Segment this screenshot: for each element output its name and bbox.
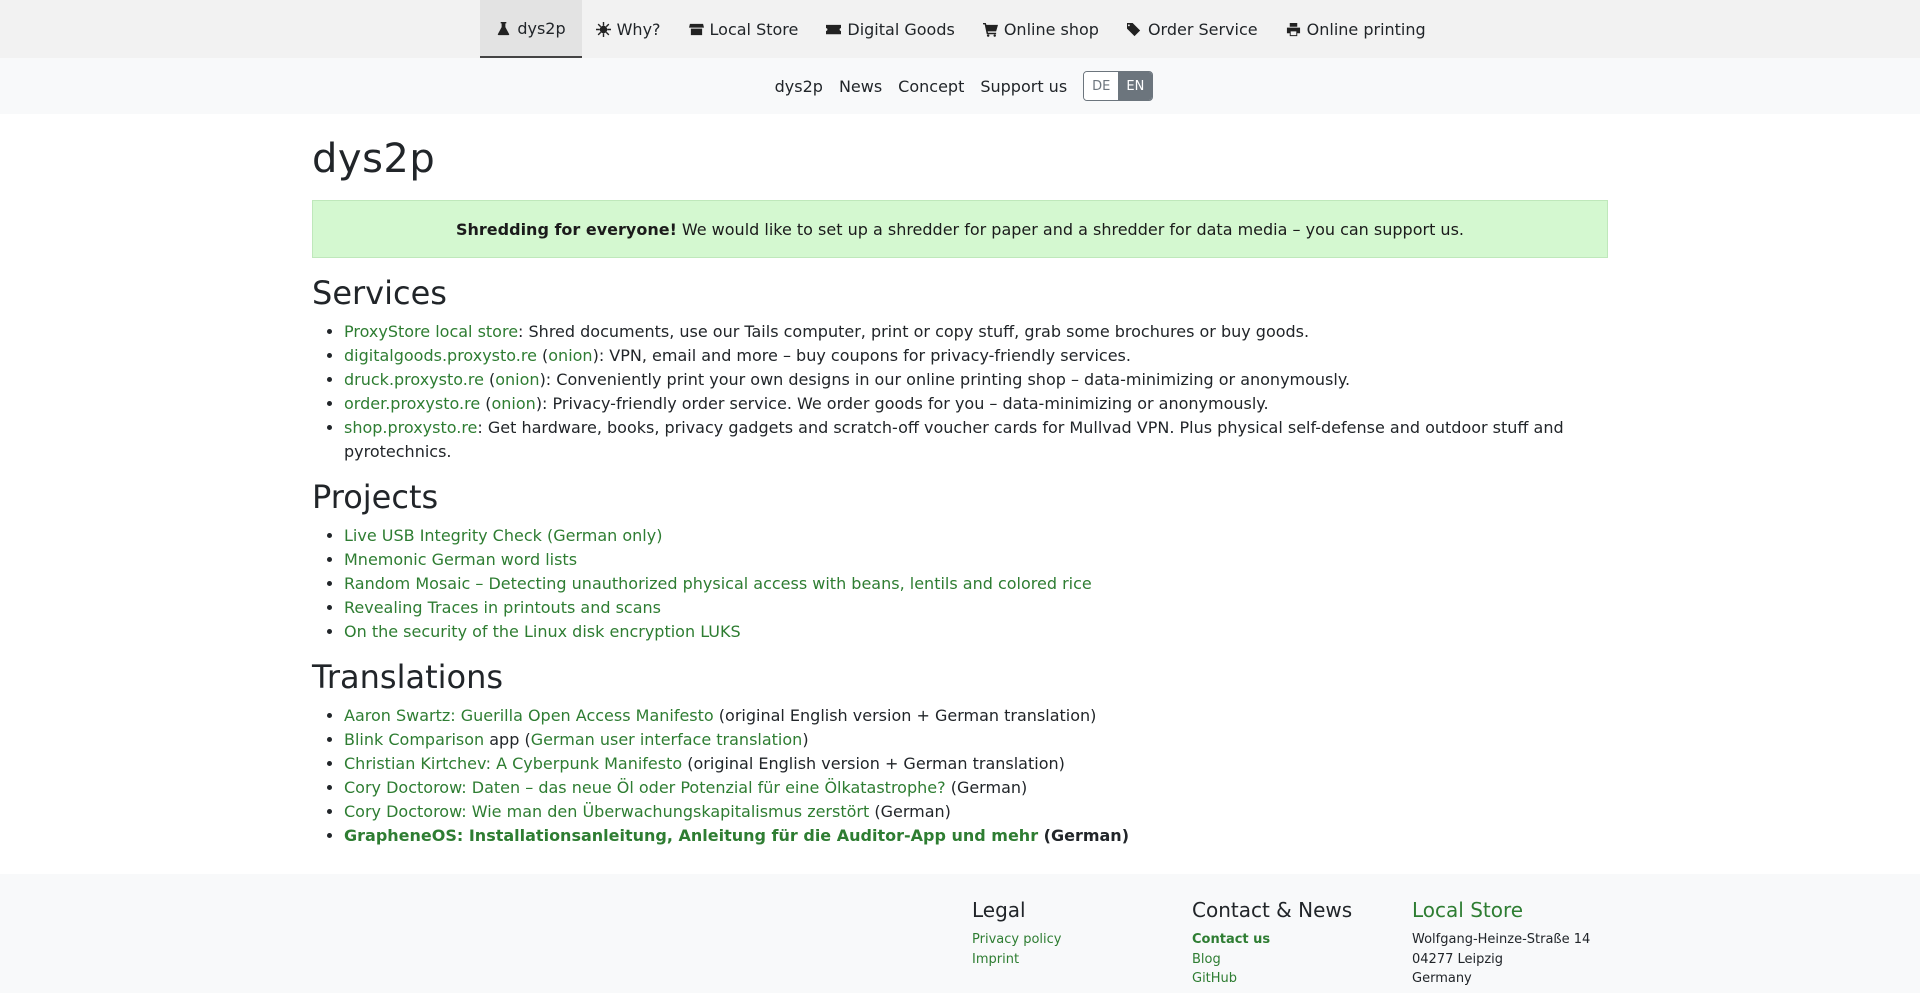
topnav-order-service[interactable] xyxy=(1113,0,1272,58)
topnav-label: Online shop xyxy=(1003,19,1099,39)
virus-icon xyxy=(596,22,611,37)
lang-de-button[interactable]: DE xyxy=(1084,72,1118,100)
support-alert xyxy=(312,200,1608,258)
footer-legal-heading: Legal xyxy=(972,898,1026,922)
alert-bold: Shredding for everyone! xyxy=(456,219,677,239)
list-item xyxy=(344,344,1608,368)
paren-open: ( xyxy=(480,394,492,413)
service-link[interactable]: digitalgoods.proxysto.re xyxy=(344,346,537,365)
top-navbar xyxy=(0,0,1920,58)
service-desc: ): Conveniently print your own designs in our online printing shop – data-minimizing or anonymously. xyxy=(539,370,1351,389)
translation-note: (German) xyxy=(945,778,1028,797)
subnav-concept[interactable]: Concept xyxy=(898,76,965,96)
subnav-news[interactable]: News xyxy=(838,76,883,96)
github-link[interactable]: GitHub xyxy=(1192,971,1238,986)
topnav-why[interactable] xyxy=(582,0,675,58)
topnav-online-printing[interactable] xyxy=(1272,0,1440,58)
paren-close: ) xyxy=(802,730,809,749)
topnav-label: Local Store xyxy=(709,19,799,39)
list-item xyxy=(344,704,1608,728)
project-link[interactable]: Random Mosaic – Detecting unauthorized physical access with beans, lentils and colored rice xyxy=(344,574,1092,593)
language-switcher xyxy=(1083,71,1153,101)
main-content xyxy=(312,114,1608,848)
topnav-dys2p[interactable] xyxy=(480,0,581,58)
tags-icon xyxy=(1127,22,1142,37)
services-heading: Services xyxy=(312,274,447,312)
list-item xyxy=(344,368,1608,392)
store-address-country: Germany xyxy=(1412,971,1472,986)
onion-link[interactable]: onion xyxy=(495,370,540,389)
blog-link[interactable]: Blog xyxy=(1192,951,1221,967)
list-item xyxy=(344,320,1608,344)
store-icon xyxy=(689,22,704,37)
paren-open: ( xyxy=(536,346,549,365)
translation-link[interactable]: Christian Kirtchev: A Cyberpunk Manifesto xyxy=(344,754,683,773)
footer xyxy=(0,874,1920,993)
services-list xyxy=(312,320,1608,464)
ticket-icon xyxy=(826,22,841,37)
subnav-support-us[interactable]: Support us xyxy=(980,76,1068,96)
translation-note: (original English version + German translation) xyxy=(682,754,1065,773)
list-item xyxy=(344,416,1608,464)
topnav-label: Digital Goods xyxy=(847,19,955,39)
project-link[interactable]: Live USB Integrity Check (German only) xyxy=(344,526,663,545)
project-link[interactable]: Revealing Traces in printouts and scans xyxy=(344,598,661,617)
service-desc: : Get hardware, books, privacy gadgets and scratch-off voucher cards for Mullvad VPN. Plus physical self-defense and outdoor stuff and pyrotechnics. xyxy=(344,418,1564,461)
list-item xyxy=(344,824,1608,848)
list-item xyxy=(344,776,1608,800)
footer-store-heading[interactable]: Local Store xyxy=(1412,898,1524,922)
projects-heading: Projects xyxy=(312,478,439,516)
translation-link-ui[interactable]: German user interface translation xyxy=(530,730,803,749)
service-desc: : Shred documents, use our Tails computer, print or copy stuff, grab some brochures or buy goods. xyxy=(518,322,1310,341)
projects-list xyxy=(312,524,1608,644)
project-link[interactable]: On the security of the Linux disk encryption LUKS xyxy=(344,622,741,641)
translation-link[interactable]: Aaron Swartz: Guerilla Open Access Manifesto xyxy=(344,706,714,725)
service-link[interactable]: ProxyStore local store xyxy=(344,322,519,341)
topnav-digital-goods[interactable] xyxy=(812,0,968,58)
lang-en-button[interactable]: EN xyxy=(1118,72,1152,100)
footer-contact xyxy=(1192,898,1412,989)
sub-navbar xyxy=(0,58,1920,114)
page-title: dys2p xyxy=(312,136,436,182)
service-desc: ): VPN, email and more – buy coupons for privacy-friendly services. xyxy=(592,346,1131,365)
list-item xyxy=(344,752,1608,776)
topnav-label: dys2p xyxy=(517,18,566,38)
list-item xyxy=(344,800,1608,824)
topnav-label: Online printing xyxy=(1306,19,1426,39)
onion-link[interactable]: onion xyxy=(548,346,593,365)
contact-us-link[interactable]: Contact us xyxy=(1192,932,1271,947)
translation-note: (German) xyxy=(1038,826,1130,845)
footer-store xyxy=(1412,898,1632,989)
cart-icon xyxy=(983,22,998,37)
translations-heading: Translations xyxy=(312,658,504,696)
service-link[interactable]: shop.proxysto.re xyxy=(344,418,478,437)
alert-text: We would like to set up a shredder for paper and a shredder for data media – you can support us. xyxy=(681,219,1464,239)
list-item xyxy=(344,524,1608,548)
flask-icon xyxy=(496,21,511,36)
imprint-link[interactable]: Imprint xyxy=(972,951,1020,967)
translation-note: app ( xyxy=(484,730,531,749)
list-item xyxy=(344,620,1608,644)
service-link[interactable]: druck.proxysto.re xyxy=(344,370,484,389)
footer-legal xyxy=(972,898,1192,989)
topnav-online-shop[interactable] xyxy=(969,0,1113,58)
list-item xyxy=(344,596,1608,620)
paren-open: ( xyxy=(483,370,496,389)
service-link[interactable]: order.proxysto.re xyxy=(344,394,481,413)
privacy-policy-link[interactable]: Privacy policy xyxy=(972,932,1062,947)
store-address-city: 04277 Leipzig xyxy=(1412,951,1504,967)
translation-link[interactable]: GrapheneOS: Installationsanleitung, Anleitung für die Auditor-App und mehr xyxy=(344,826,1039,845)
translation-link[interactable]: Cory Doctorow: Wie man den Überwachungskapitalismus zerstört xyxy=(344,802,870,821)
footer-contact-heading: Contact & News xyxy=(1192,898,1353,922)
print-icon xyxy=(1286,22,1301,37)
topnav-label: Why? xyxy=(616,19,661,39)
store-address-street: Wolfgang-Heinze-Straße 14 xyxy=(1412,932,1591,947)
list-item xyxy=(344,548,1608,572)
list-item xyxy=(344,572,1608,596)
service-desc: ): Privacy-friendly order service. We order goods for you – data-minimizing or anonymously. xyxy=(535,394,1269,413)
subnav-dys2p[interactable]: dys2p xyxy=(774,76,823,96)
translation-link[interactable]: Cory Doctorow: Daten – das neue Öl oder Potenzial für eine Ölkatastrophe? xyxy=(344,778,946,797)
translations-list xyxy=(312,704,1608,848)
topnav-local-store[interactable] xyxy=(675,0,813,58)
topnav-label: Order Service xyxy=(1147,19,1258,39)
translation-note: (German) xyxy=(869,802,951,821)
onion-link[interactable]: onion xyxy=(491,394,536,413)
translation-link[interactable]: Blink Comparison xyxy=(344,730,485,749)
list-item xyxy=(344,728,1608,752)
translation-note: (original English version + German translation) xyxy=(713,706,1097,725)
project-link[interactable]: Mnemonic German word lists xyxy=(344,550,578,569)
list-item xyxy=(344,392,1608,416)
